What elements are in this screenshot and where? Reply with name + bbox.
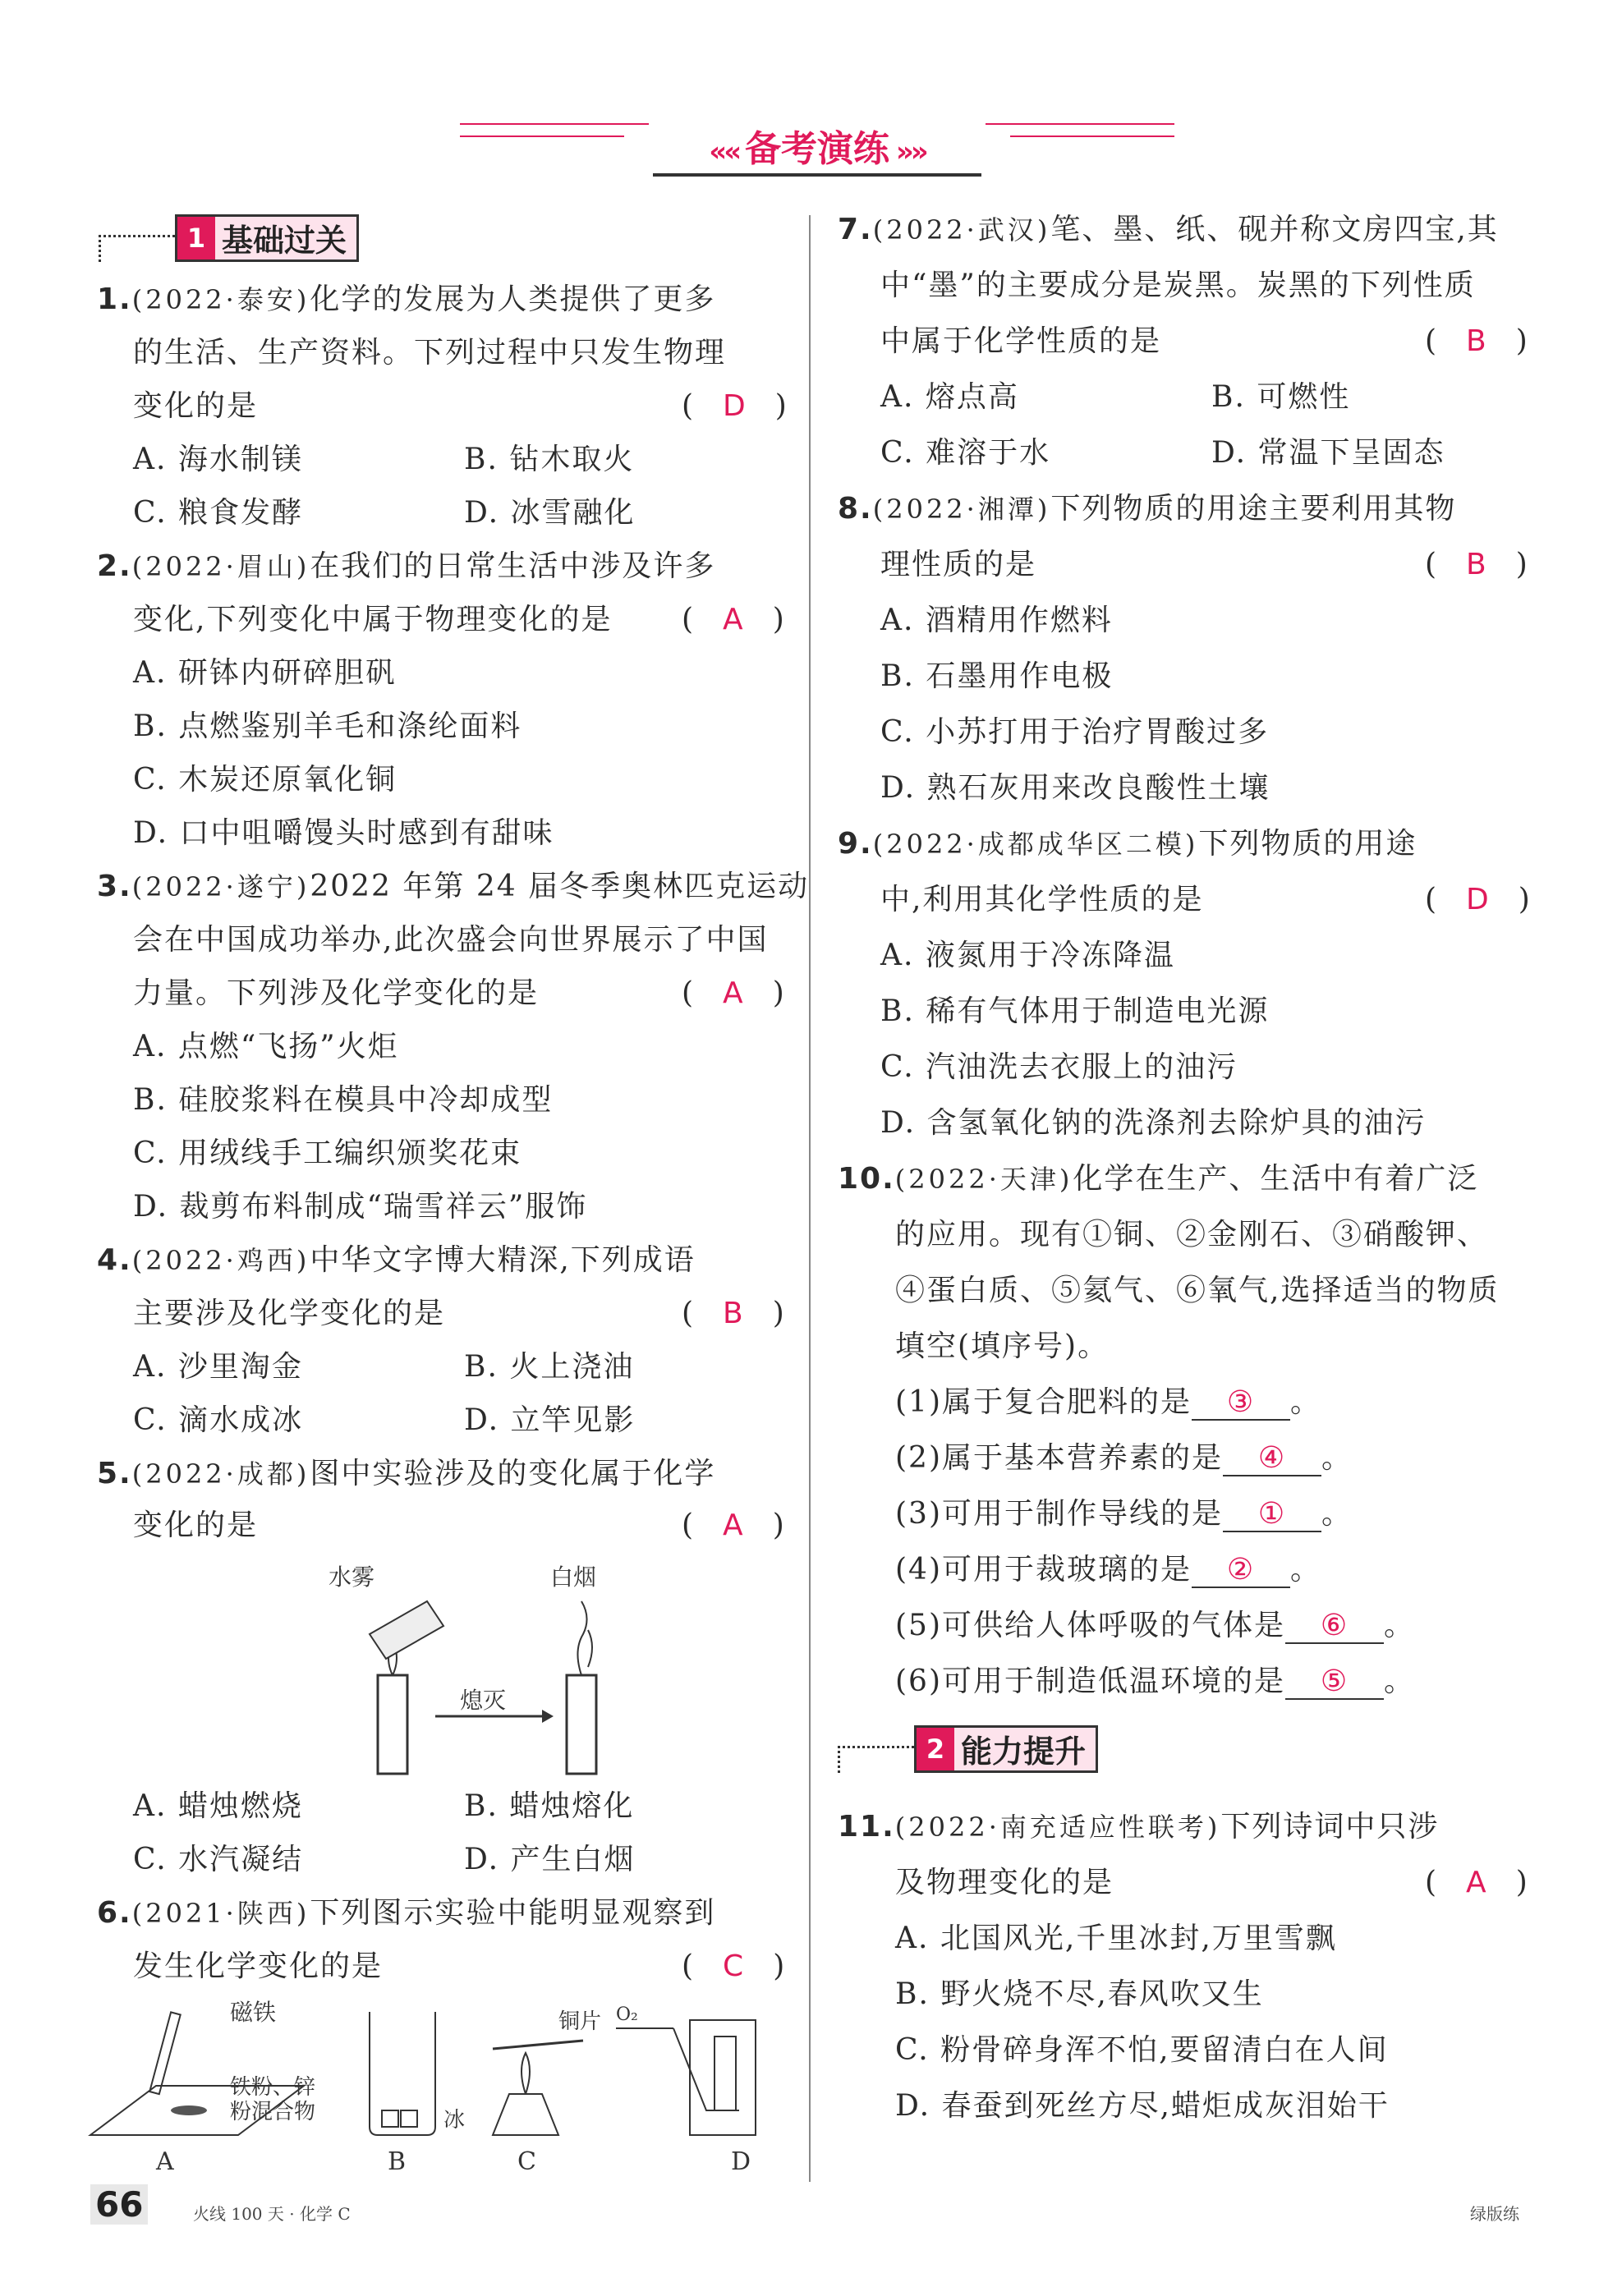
- q9-line2: 中,利用其化学性质的是: [880, 883, 1204, 916]
- candle-figure: [320, 1552, 665, 1782]
- q1-line2: 的生活、生产资料。下列过程中只发生物理: [133, 336, 727, 370]
- q10-line4: 填空(填序号)。: [895, 1329, 1110, 1363]
- q9-line1: 9.(2022·成都成华区二模)下列物质的用途: [838, 827, 1418, 861]
- q11-answer: ( A ): [1425, 1866, 1528, 1899]
- q3-line1: 3.(2022·遂宁)2022 年第 24 届冬季奥林匹克运动: [97, 870, 810, 903]
- q6-line2: 发生化学变化的是: [133, 1949, 384, 1983]
- q7-line2: 中“墨”的主要成分是炭黑。炭黑的下列性质: [880, 269, 1476, 302]
- q3-option-c: C. 用绒线手工编织颁奖花束: [133, 1137, 522, 1170]
- q11-option-a: A. 北国风光,千里冰封,万里雪飘: [895, 1922, 1337, 1955]
- q3-line2: 会在中国成功举办,此次盛会向世界展示了中国: [133, 923, 769, 957]
- q7-option-b: B. 可燃性: [1211, 380, 1351, 414]
- fig-mix2-label: 粉混合物: [230, 2100, 316, 2124]
- q7-line3: 中属于化学性质的是: [880, 324, 1162, 358]
- fig-magnet-label: 磁铁: [230, 1999, 277, 2026]
- q4-line2: 主要涉及化学变化的是: [133, 1297, 446, 1330]
- q11-line1: 11.(2022·南充适应性联考)下列诗词中只涉: [838, 1810, 1440, 1844]
- q11-option-d: D. 春蚕到死丝方尽,蜡炬成灰泪始干: [895, 2089, 1390, 2123]
- q1-line1: 1.(2022·泰安)化学的发展为人类提供了更多: [97, 282, 716, 316]
- q7-option-d: D. 常温下呈固态: [1211, 436, 1445, 470]
- book-title: 火线 100 天 · 化学 C: [193, 2204, 351, 2224]
- banner-right-line: [986, 123, 1174, 125]
- q3-option-b: B. 硅胶浆料在模具中冷却成型: [133, 1083, 554, 1117]
- q10-part6: (6)可用于制造低温环境的是 ⑤ 。: [895, 1665, 1416, 1698]
- page-number: 66: [90, 2184, 148, 2225]
- q11-option-c: C. 粉骨碎身浑不怕,要留清白在人间: [895, 2033, 1389, 2067]
- q5-option-b: B. 蜡烛熔化: [464, 1789, 635, 1823]
- q8-option-a: A. 酒精用作燃料: [880, 604, 1113, 637]
- section-header-basic: 1 基础过关: [99, 214, 359, 262]
- q3-option-d: D. 裁剪布料制成“瑞雪祥云”服饰: [133, 1190, 588, 1224]
- q5-option-d: D. 产生白烟: [464, 1843, 636, 1876]
- q10-part4: (4)可用于裁玻璃的是 ② 。: [895, 1553, 1322, 1587]
- fig-label-b: B: [388, 2147, 407, 2176]
- q6-line1: 6.(2021·陕西)下列图示实验中能明显观察到: [97, 1896, 716, 1930]
- q10-part1: (1)属于复合肥料的是 ③ 。: [895, 1385, 1322, 1419]
- q1-option-d: D. 冰雪融化: [464, 496, 636, 530]
- q3-line3: 力量。下列涉及化学变化的是: [133, 976, 540, 1010]
- fig-smoke-label: 白烟: [550, 1564, 597, 1591]
- q2-line2: 变化,下列变化中属于物理变化的是: [133, 603, 613, 636]
- q2-answer: ( A ): [682, 603, 784, 636]
- q5-option-a: A. 蜡烛燃烧: [133, 1789, 303, 1823]
- q11-option-b: B. 野火烧不尽,春风吹又生: [895, 1977, 1264, 2011]
- q2-option-b: B. 点燃鉴别羊毛和涤纶面料: [133, 709, 522, 743]
- q1-answer: ( D ): [682, 389, 787, 423]
- q4-option-d: D. 立竿见影: [464, 1403, 636, 1437]
- q4-answer: ( B ): [682, 1297, 784, 1330]
- fig-arrow-label: 熄灭: [460, 1687, 507, 1714]
- fig-mix1-label: 铁粉、锌: [230, 2075, 316, 2100]
- banner-left-line: [460, 123, 649, 125]
- q4-option-c: C. 滴水成冰: [133, 1403, 304, 1437]
- q2-option-c: C. 木炭还原氧化铜: [133, 763, 397, 797]
- q7-option-a: A. 熔点高: [880, 380, 1019, 414]
- q10-line2: 的应用。现有①铜、②金刚石、③硝酸钾、: [895, 1218, 1489, 1251]
- fig-label-d: D: [731, 2147, 751, 2176]
- column-divider: [809, 215, 811, 2182]
- q8-option-d: D. 熟石灰用来改良酸性土壤: [880, 771, 1270, 805]
- q10-part2: (2)属于基本营养素的是 ④ 。: [895, 1441, 1353, 1475]
- q9-option-b: B. 稀有气体用于制造电光源: [880, 994, 1270, 1028]
- q9-option-a: A. 液氮用于冷冻降温: [880, 939, 1175, 972]
- q8-line2: 理性质的是: [880, 548, 1037, 581]
- q8-line1: 8.(2022·湘潭)下列物质的用途主要利用其物: [838, 492, 1457, 526]
- fig-copper-label: 铜片: [558, 2009, 602, 2034]
- q6-answer: ( C ): [682, 1949, 785, 1983]
- q3-option-a: A. 点燃“飞扬”火炬: [133, 1030, 399, 1063]
- section-header-advanced: 2 能力提升: [838, 1724, 1098, 1773]
- fig-label-c: C: [517, 2147, 536, 2176]
- footer-right-label: 绿版练: [1470, 2204, 1519, 2224]
- banner-right-line-2: [1010, 135, 1174, 137]
- experiments-figure: [82, 1995, 788, 2184]
- q9-option-c: C. 汽油洗去衣服上的油污: [880, 1050, 1238, 1084]
- q10-line3: ④蛋白质、⑤氦气、⑥氧气,选择适当的物质: [895, 1274, 1500, 1307]
- banner-left-line-2: [460, 135, 624, 137]
- q1-option-c: C. 粮食发酵: [133, 496, 304, 530]
- q7-option-c: C. 难溶于水: [880, 436, 1051, 470]
- q5-line2: 变化的是: [133, 1508, 259, 1542]
- fig-water-label: 水雾: [329, 1564, 375, 1591]
- q2-option-a: A. 研钵内研碎胆矾: [133, 656, 397, 690]
- q2-line1: 2.(2022·眉山)在我们的日常生活中涉及许多: [97, 549, 716, 583]
- q8-option-b: B. 石墨用作电极: [880, 659, 1114, 693]
- q9-option-d: D. 含氢氧化钠的洗涤剂去除炉具的油污: [880, 1106, 1427, 1140]
- q1-option-b: B. 钻木取火: [464, 443, 635, 476]
- q4-option-a: A. 沙里淘金: [133, 1350, 303, 1384]
- q10-part3: (3)可用于制作导线的是 ① 。: [895, 1497, 1353, 1531]
- q2-option-d: D. 口中咀嚼馒头时感到有甜味: [133, 816, 554, 850]
- q4-option-b: B. 火上浇油: [464, 1350, 635, 1384]
- q8-answer: ( B ): [1425, 548, 1528, 581]
- fig-ice-label: 冰: [443, 2108, 466, 2133]
- q10-part5: (5)可供给人体呼吸的气体是 ⑥ 。: [895, 1609, 1416, 1642]
- q7-line1: 7.(2022·武汉)笔、墨、纸、砚并称文房四宝,其: [838, 213, 1499, 246]
- q5-answer: ( A ): [682, 1508, 784, 1542]
- q5-line1: 5.(2022·成都)图中实验涉及的变化属于化学: [97, 1457, 716, 1490]
- q8-option-c: C. 小苏打用于治疗胃酸过多: [880, 715, 1270, 749]
- q3-answer: ( A ): [682, 976, 784, 1010]
- fig-label-a: A: [156, 2147, 174, 2176]
- q7-answer: ( B ): [1425, 324, 1528, 358]
- q4-line1: 4.(2022·鸡西)中华文字博大精深,下列成语: [97, 1243, 696, 1277]
- q10-line1: 10.(2022·天津)化学在生产、生活中有着广泛: [838, 1162, 1479, 1196]
- q11-line2: 及物理变化的是: [895, 1866, 1114, 1899]
- q1-line3: 变化的是: [133, 389, 259, 423]
- fig-o2-label: O₂: [616, 2004, 638, 2025]
- q1-option-a: A. 海水制镁: [133, 443, 303, 476]
- banner-title: «« 备考演练 »»: [653, 119, 981, 177]
- q9-answer: ( D ): [1425, 883, 1530, 916]
- q5-option-c: C. 水汽凝结: [133, 1843, 304, 1876]
